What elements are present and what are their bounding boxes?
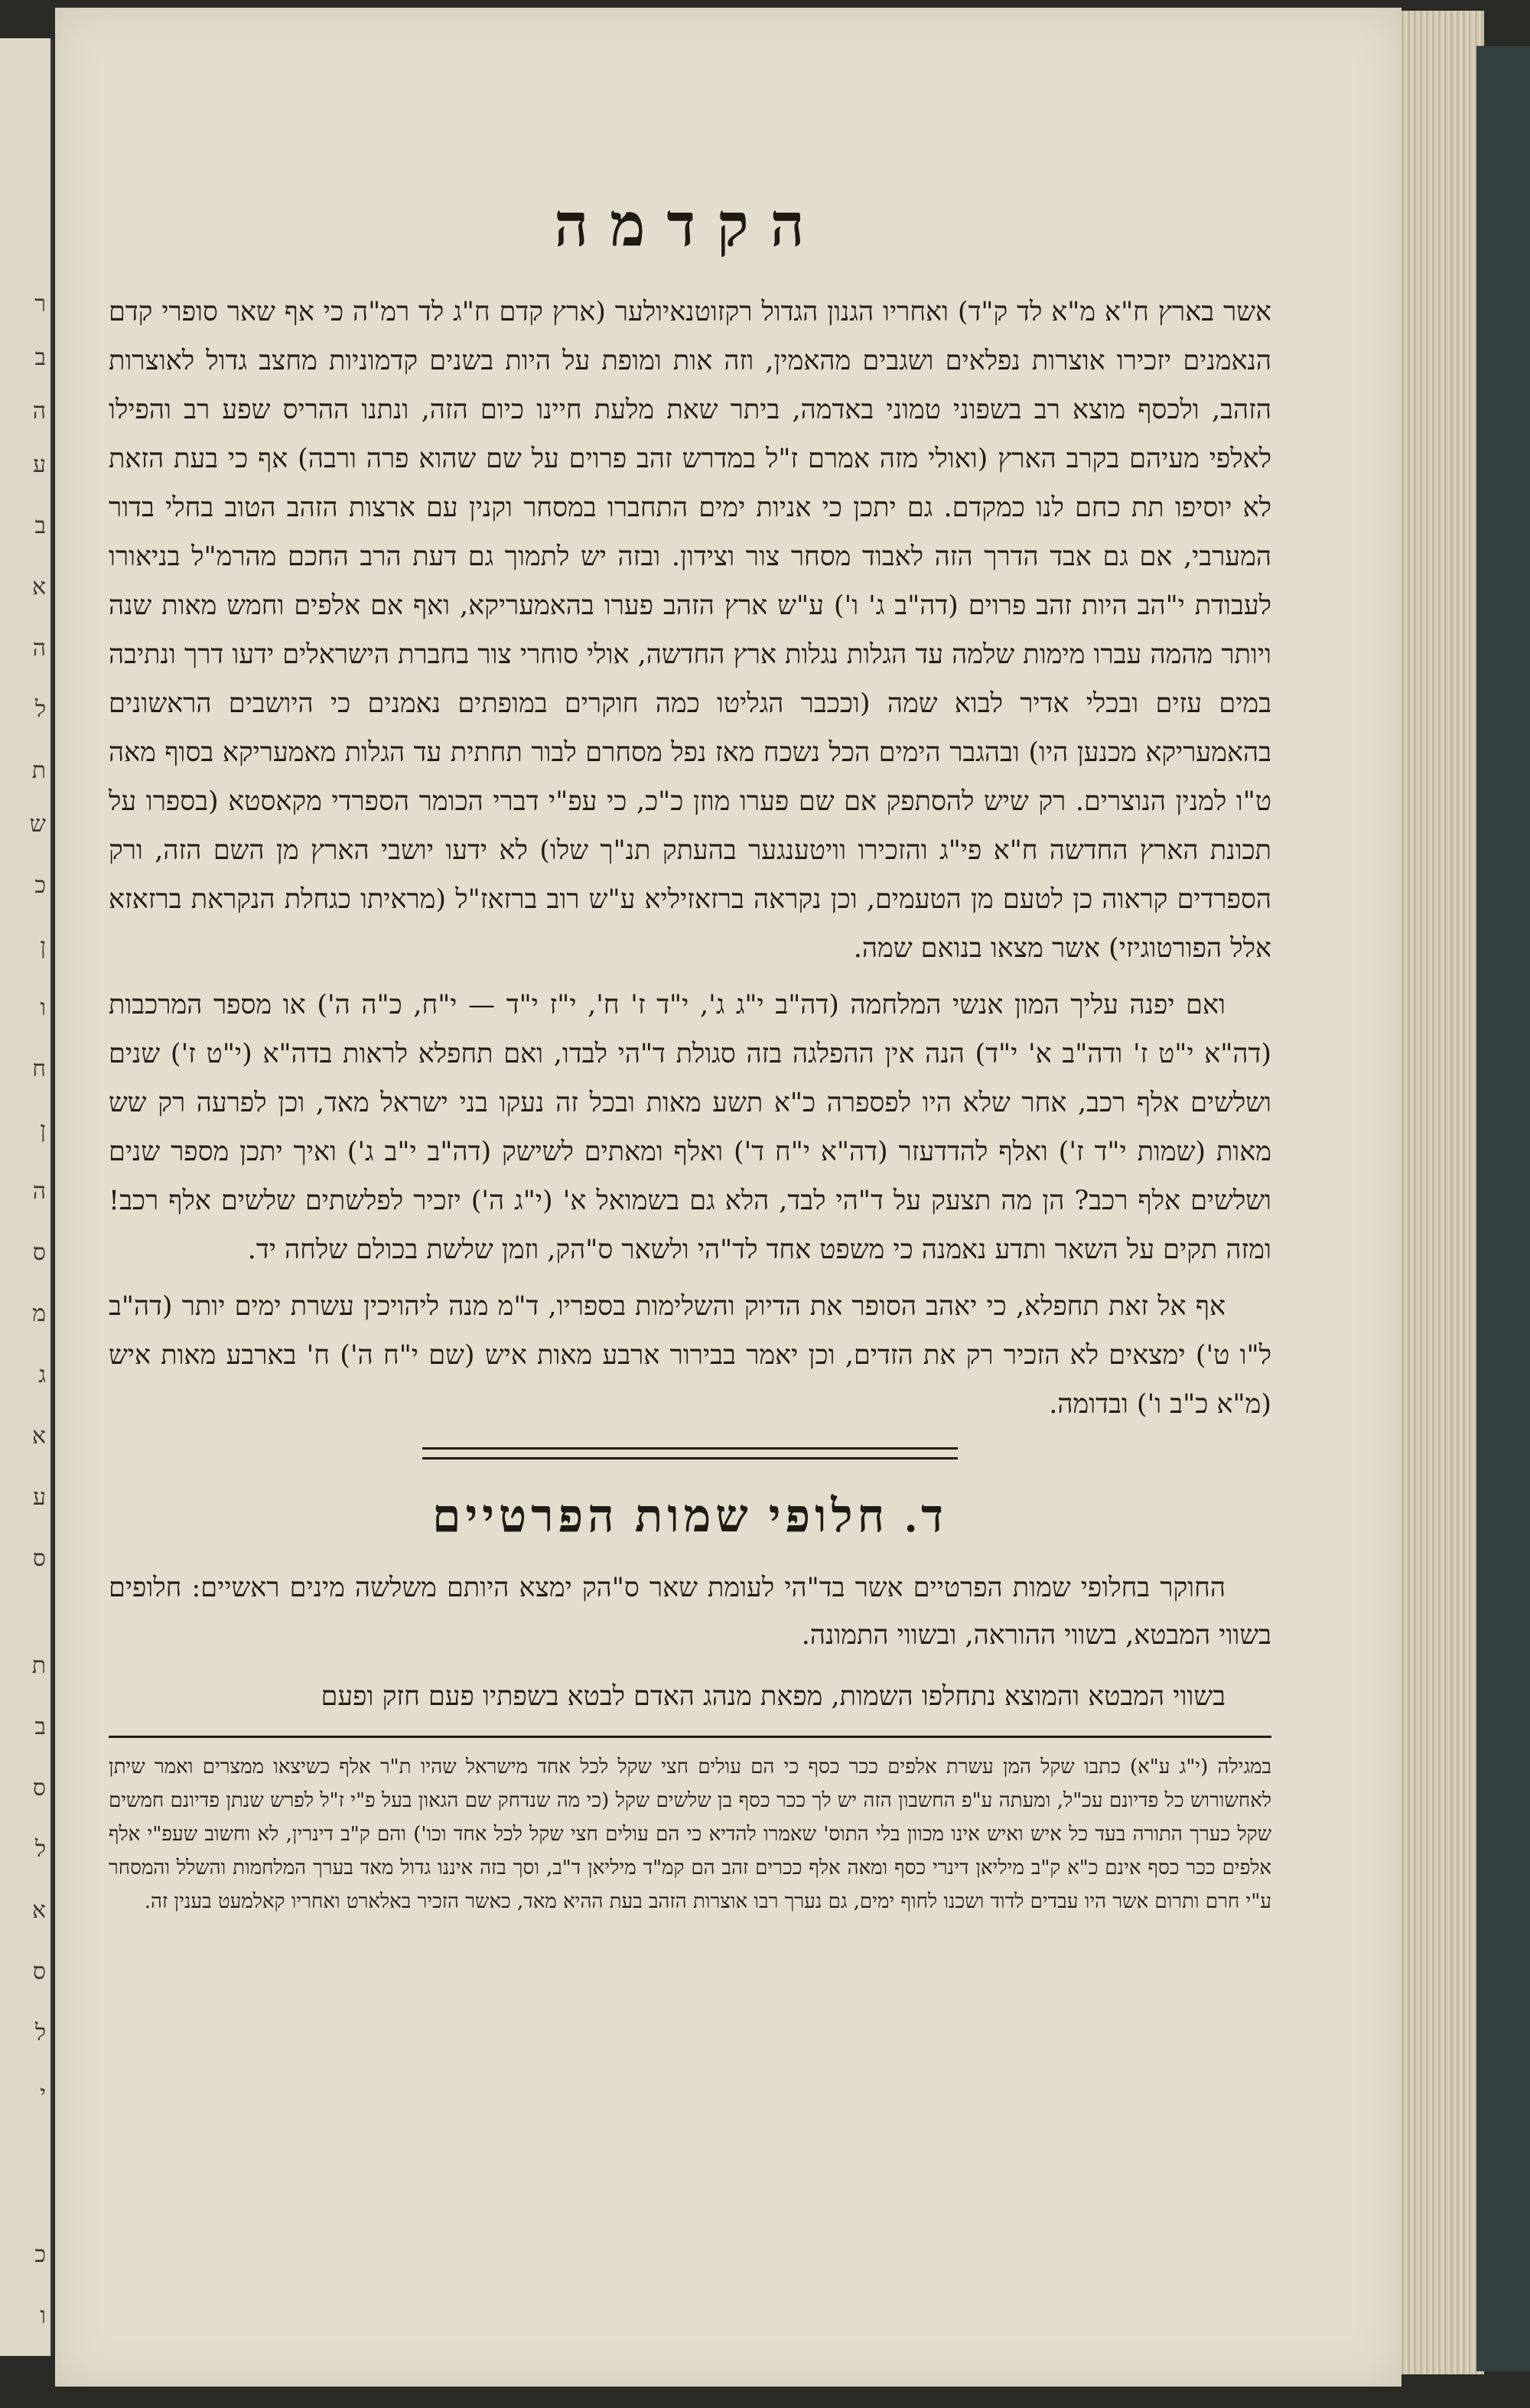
prev-page-fragment: ע <box>33 451 46 478</box>
prev-page-fragment: ת <box>31 757 46 784</box>
prev-page-fragment: א <box>31 1897 46 1924</box>
intro-paragraph: ואם יפנה עליך המון אנשי המלחמה (דה"ב י"ג ג', י"ד ז' ח', י"ז י"ד — י"ח, כ"ה ה') או מספר המרכבות (דה"א י"ט ז' ודה"ב א' י"ד) הנה אין ההפלגה בזה סגולת ד"הי לבדו, ואם תחפלא לראות בדה"א (י"ט ז') שנים ושלשים אלף רכב, אחר שלא היו לפספרה כ"א תשע מאות ובכל זה נעקו בני ישראל מאד, וכן לפרעה רק שש מאות (שמות י"ד ז') ואלף להדדעזר (דה"א י"ח ד') ואלף ומאתים לשישק (דה"ב י"ב ג') ואיך יתכן מספר שנים ושלשים אלף רכב? הן מה תצעק על ד"הי לבד, הלא גם בשמואל א' (י"ג ה') יזכיר לפלשתים שלשים אלף רכב! ומזה תקים על השאר ותדע נאמנה כי משפט אחד לד"הי ולשאר ס"הק, וזמן שלשת בכולם שלחה יד. <box>109 990 1271 1265</box>
prev-page-fragment: ס <box>32 1239 46 1266</box>
page-text-block <box>109 191 1271 1918</box>
previous-page-edge <box>0 38 53 2356</box>
prev-page-fragment: א <box>31 1423 46 1450</box>
double-rule-divider <box>422 1447 958 1459</box>
prev-page-fragment: י <box>40 2081 46 2107</box>
prev-page-fragment: ב <box>34 1713 46 1740</box>
prev-page-fragment: ה <box>32 398 46 425</box>
prev-page-fragment: ח <box>32 1056 46 1082</box>
prev-page-fragment: ב <box>34 344 46 371</box>
page-title: הקדמה <box>554 192 826 259</box>
prev-page-fragment: ה <box>32 1178 46 1205</box>
section-paragraph: החוקר בחלופי שמות הפרטיים אשר בד"הי לעומת שאר ס"הק ימצא היותם משלשה מינים ראשיים: חלופים בשווי המבטא, בשווי ההוראה, ובשווי התמונה. <box>109 1573 1271 1651</box>
prev-page-fragment: ס <box>32 1775 46 1801</box>
prev-page-fragment: ן <box>40 933 46 960</box>
prev-page-fragment: ו <box>40 994 46 1021</box>
prev-page-fragment: ת <box>31 1652 46 1679</box>
intro-paragraph: אשר בארץ ח"א מ"א לד ק"ד) ואחריו הגנון הגדול רקזוטנאיולער (ארץ קדם ח"ג לד רמ"ה כי אף שאר סופרי קדם הנאמנים יזכירו אוצרות נפלאים ושגבים מהאמין, וזה אות ומופת על היות בשנים קדמוניות מחצב גדול לאוצרות הזהב, ולכסף מוצא רב בשפוני טמוני באדמה, ביתר שאת מלעת חיינו כיום הזה, ונתנו ההריס שפע רב והפילו לאלפי מעיהם בקרב הארץ (ואולי מזה אמרם ז"ל במדרש זהב פרוים על שם שהוא פרה ורבה) אף כי בעת הזאת לא יוסיפו תת כחם לנו כמקדם. גם יתכן כי אניות ימים התחברו במסחר וקנין עם ארצות הזהב הטוב בחלי בדור המערבי, אם גם אבד הדרך הזה לאבוד מסחר צור וצידון. ובזה יש לתמוך גם דעת הרב החכם מהרמ"ל בניאורו לעבודת י"הב היות זהב פרוים (דה"ב ג' ו') ע"ש ארץ הזהב פערו בהאמעריקא, ואף אם אלפים וחמש מאות שנה ויותר מהמה עברו מימות שלמה עד הגלות נגלות ארץ החדשה, אולי סוחרי צור בחברת הישראלים ידעו דרך ונתיבה במים עזים ובכלי אדיר לבוא שמה (וככבר הגליטו כמה חוקרים במופתים נאמנים כי היושבים הראשונים בהאמעריקא מכנען היו) ובהגבר הימים הכל נשכח מאז נפל מסחרם לבור תחתית עד הגלות מאמעריקא בסוף מאה ט"ו למנין הנוצרים. רק שיש להסתפק אם שם פערו מוזן כ"כ, כי עפ"י דברי הכומר הספרדי מקאסטא (בספרו על תכונת הארץ החדשה ח"א פי"ג והזכירו וויטענגער בהעתק תנ"ך שלו) לא ידעו יושבי הארץ מן השם הזה, ורק הספרדים קראוה כן לטעם מן הטעמים, וכן נקראה ברזאזיליא ע"ש רוב ברזאז"ל (מראיתו כגחלת הנקראת ברזאזא אלל הפורטוגיזי) אשר מצאו בנואם שמה. <box>109 297 1271 964</box>
prev-page-fragment: ר <box>34 291 46 317</box>
section-title: ד. חלופי שמות הפרטיים <box>432 1491 948 1541</box>
prev-page-fragment: ב <box>34 513 46 539</box>
footnote: במגילה (י"ג ע"א) כתבו שקל המן עשרת אלפים ככר כסף כי הם עולים חצי שקל לכל אחד מישראל שהיו ת"ר אלף כשיצאו ממצרים ואמר שיתן לאחשורוש כל פדיונם עכ"ל, ומעתה ע"פ החשבון הזה יש לך ככר כסף בן שלשים שקל (כי מה שנדחק שם הגאון בעל פ"י ז"ל לפרש שנתן פדיונם חמשים שקל כערך התורה בעד כל איש ואיש אינו מכוון בלי התוס' שאמרו להדיא כי הם עולים חצי שקל לכל אחד וכו') והם ק"ב דינרין, לא וחשוב שעפ"י אלף אלפים ככר כסף אינם כ"א ק"ב מיליאן דינרי כסף ומאה אלף ככרים זהב הם קמ"ד מיליאן ד"ב, וסך בזה איננו גדול מאד בערך המלחמות והשלל והמסחר ע"י חרם ותרום אשר היו עבדים לדוד ושכנו לחוף ימים, גם נערך רבו אוצרות הזהב בעת ההיא מאד, כאשר הזכיר באלארט ואחריו קאלמעט בענין זה. <box>109 1756 1271 1913</box>
prev-page-fragment: ס <box>32 1545 46 1572</box>
prev-page-fragment: ן <box>40 1117 46 1144</box>
prev-page-fragment: א <box>31 574 46 600</box>
prev-page-fragment: כ <box>34 872 46 899</box>
prev-page-fragment: ה <box>32 635 46 662</box>
footnote-divider <box>109 1736 1271 1738</box>
intro-paragraph: אף אל זאת תחפלא, כי יאהב הסופר את הדיוק והשלימות בספריו, ד"מ מנה ליהויכין עשרת ימים יותר (דה"ב ל"ו ט') ימצאים לא הזכיר רק את הזדים, וכן יאמר בבירור ארבע מאות איש (שם י"ח ה') ח' בארבע מאות איש (מ"א כ"ב ו') ובדומה. <box>109 1291 1271 1420</box>
prev-page-fragment: ג <box>38 1362 46 1388</box>
page-edge-stack <box>1391 11 1484 2374</box>
book-page <box>55 8 1401 2387</box>
section-paragraph: בשווי המבטא והמוצא נתחלפו השמות, מפאת מנהג האדם לבטא בשפתיו פעם חזק ופעם <box>321 1681 1226 1712</box>
prev-page-fragment: ו <box>40 2302 46 2329</box>
prev-page-fragment: ל <box>34 2019 46 2046</box>
book-cover-edge <box>1476 46 1530 2371</box>
prev-page-fragment: ש <box>29 811 46 838</box>
prev-page-fragment: ל <box>34 1836 46 1863</box>
prev-page-fragment: ס <box>32 1958 46 1985</box>
prev-page-fragment: כ <box>34 2241 46 2268</box>
prev-page-fragment: ע <box>33 1484 46 1511</box>
prev-page-fragment: ל <box>34 696 46 723</box>
prev-page-fragment: מ <box>32 1300 46 1327</box>
